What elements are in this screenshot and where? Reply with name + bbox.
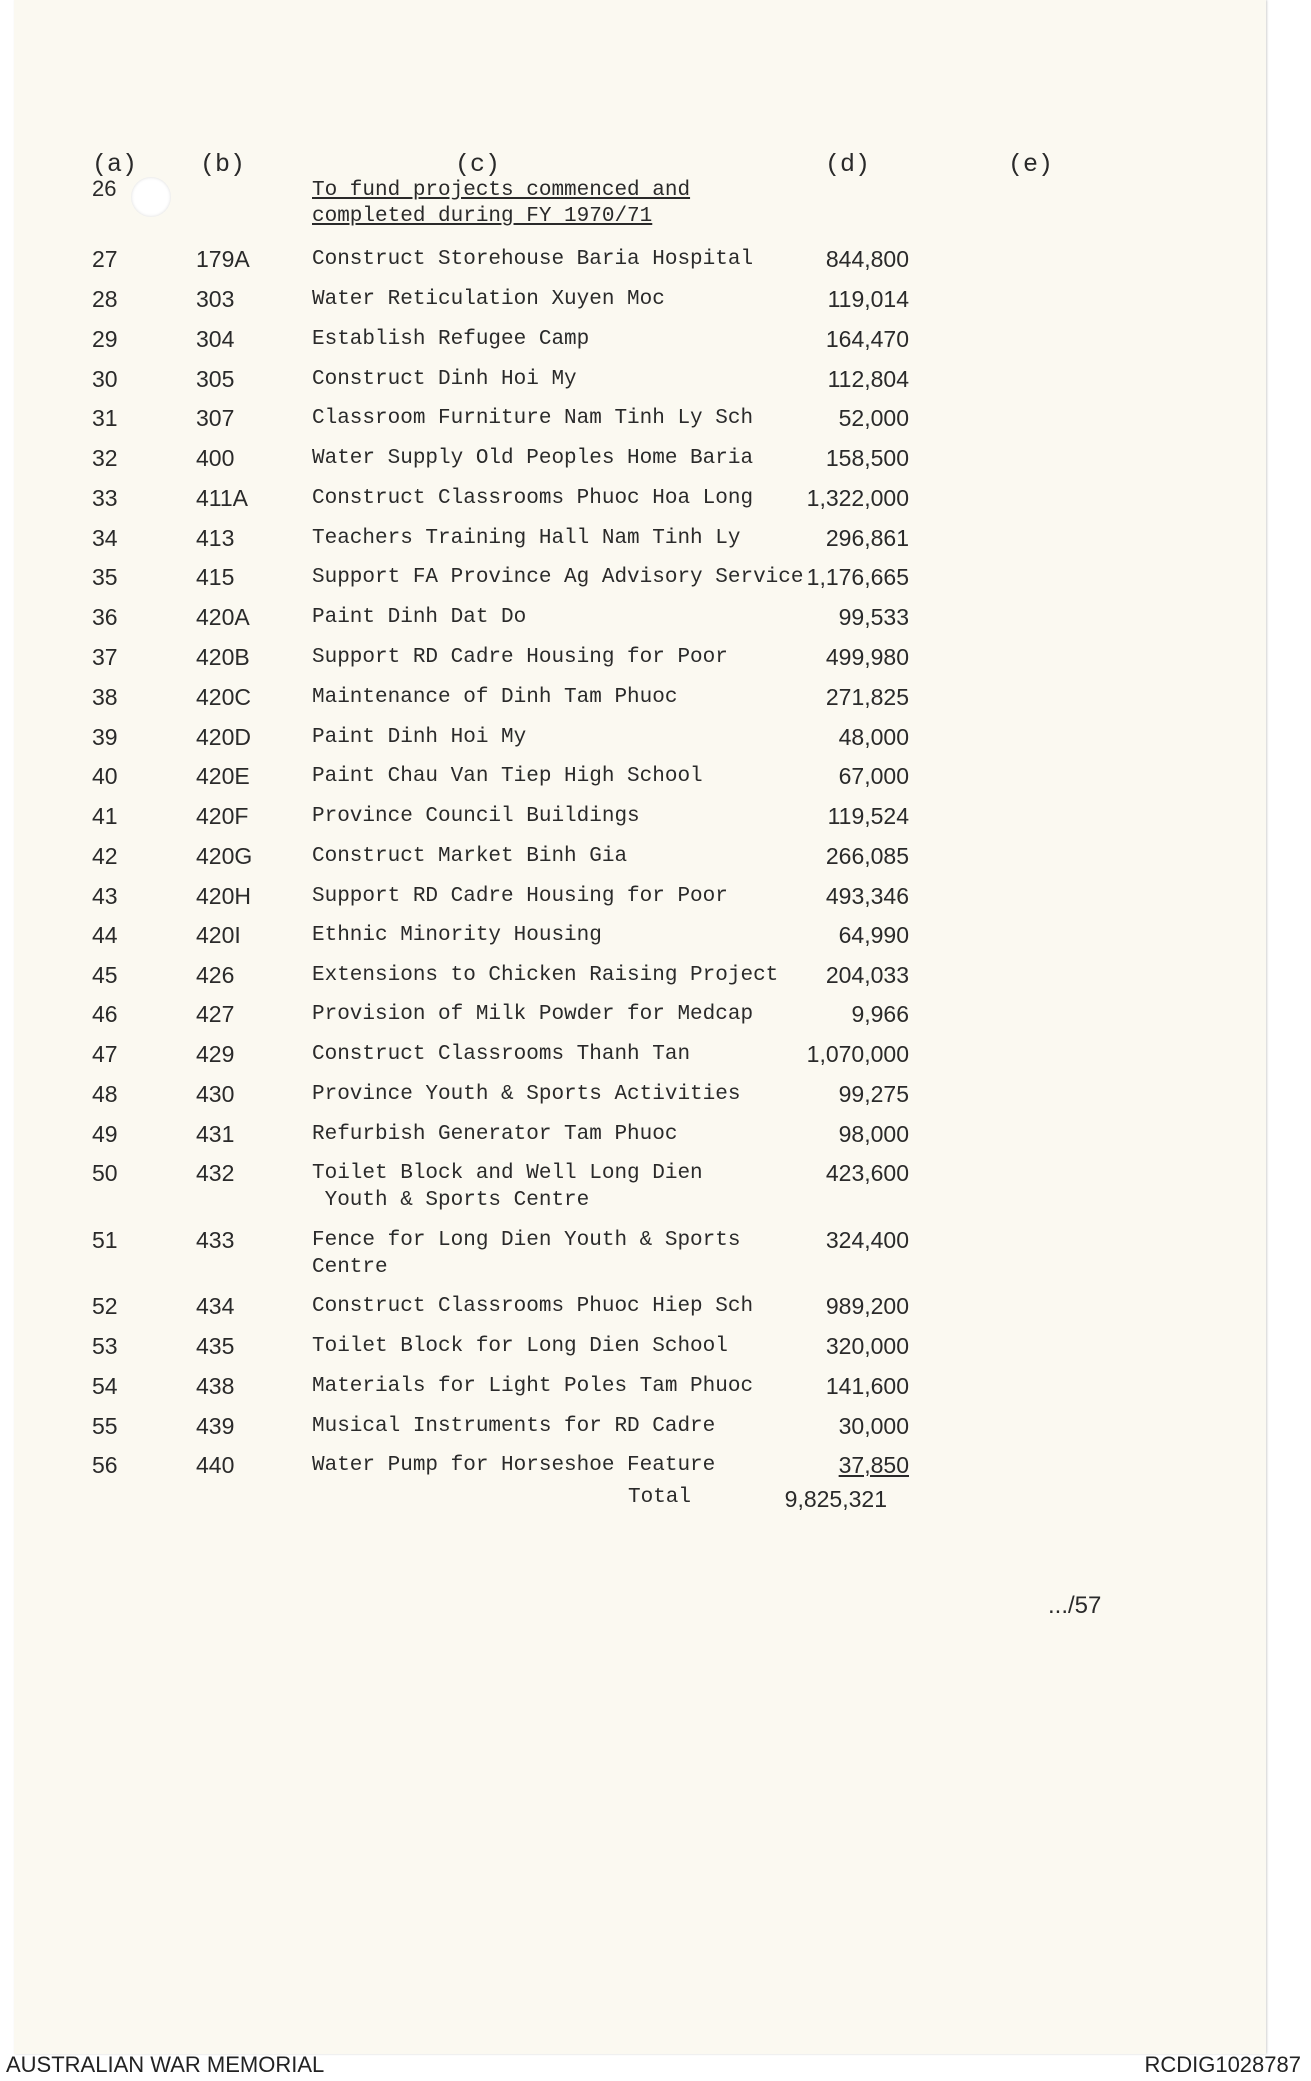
project-description: [312, 1413, 715, 1440]
amount: 30,000: [838, 1413, 909, 1439]
project-code: 305: [196, 366, 235, 392]
project-description: [312, 246, 753, 273]
description-line: Province Youth & Sports Activities: [312, 1083, 741, 1106]
project-code: 304: [196, 326, 235, 352]
table-row: [0, 405, 1311, 441]
table-row: [0, 684, 1311, 720]
project-description: [312, 1001, 753, 1028]
amount: 844,800: [825, 246, 909, 272]
heading-line: completed during FY 1970/71: [312, 205, 653, 228]
amount: 320,000: [825, 1333, 909, 1359]
project-description: [312, 366, 577, 393]
description-line: Maintenance of Dinh Tam Phuoc: [312, 686, 678, 709]
project-description: [312, 1293, 753, 1320]
row-number: 31: [92, 405, 118, 431]
project-description: [312, 286, 665, 313]
row-number: 45: [92, 962, 118, 988]
amount: 48,000: [838, 724, 909, 750]
amount: 204,033: [825, 962, 909, 988]
description-line: Water Pump for Horseshoe Feature: [312, 1454, 716, 1477]
project-description: [312, 684, 677, 711]
table-row: [0, 1452, 1311, 1488]
description-line: Construct Storehouse Baria Hospital: [312, 248, 754, 271]
amount: 271,825: [825, 684, 909, 710]
start-number: 26: [92, 176, 117, 201]
amount: 119,014: [827, 286, 909, 312]
row-number: 49: [92, 1121, 118, 1147]
description-line: Paint Dinh Dat Do: [312, 606, 527, 629]
description-line: Construct Dinh Hoi My: [312, 368, 577, 391]
project-code: 415: [196, 564, 235, 590]
amount: 119,524: [827, 803, 909, 829]
amount: 9,966: [851, 1001, 909, 1027]
table-row: [0, 843, 1311, 879]
table-row: [0, 1227, 1311, 1279]
project-description: [312, 763, 703, 790]
description-line: Paint Chau Van Tiep High School: [312, 765, 703, 788]
table-row: [0, 1160, 1311, 1212]
project-description: [312, 405, 753, 432]
project-description: [312, 962, 778, 989]
table-row: [0, 1081, 1311, 1117]
row-number: 33: [92, 485, 118, 511]
row-number: 27: [92, 246, 118, 272]
amount: 98,000: [838, 1121, 909, 1147]
project-code: 307: [196, 405, 235, 431]
amount: 52,000: [838, 405, 909, 431]
table-row: [0, 1001, 1311, 1037]
table-row: [0, 922, 1311, 958]
heading-line: To fund projects commenced and: [312, 179, 691, 202]
amount: 266,085: [825, 843, 909, 869]
project-description: [312, 922, 602, 949]
project-description: [312, 1452, 715, 1479]
table-row: [0, 724, 1311, 760]
description-line: Support RD Cadre Housing for Poor: [312, 646, 728, 669]
table-row: [0, 564, 1311, 600]
description-line: Water Reticulation Xuyen Moc: [312, 288, 665, 311]
description-line: Construct Market Binh Gia: [312, 845, 628, 868]
project-code: 427: [196, 1001, 235, 1027]
project-code: 420H: [196, 883, 251, 909]
description-line: Refurbish Generator Tam Phuoc: [312, 1123, 678, 1146]
column-header-c: (c): [455, 150, 501, 179]
amount: 989,200: [825, 1293, 909, 1319]
table-row: [0, 525, 1311, 561]
row-number: 35: [92, 564, 118, 590]
description-line: Materials for Light Poles Tam Phuoc: [312, 1375, 754, 1398]
project-code: 400: [196, 445, 235, 471]
row-number: 56: [92, 1452, 118, 1478]
project-description: [312, 1041, 690, 1068]
project-code: 420C: [196, 684, 251, 710]
project-code: 420F: [196, 803, 249, 829]
row-number: 36: [92, 604, 118, 630]
table-row: [0, 1293, 1311, 1329]
project-description: [312, 1227, 740, 1281]
project-code: 420B: [196, 644, 250, 670]
row-number: 34: [92, 525, 118, 551]
project-description: [312, 485, 753, 512]
footer-archive-name: AUSTRALIAN WAR MEMORIAL: [6, 2052, 325, 2077]
project-description: [312, 1373, 753, 1400]
amount: 499,980: [825, 644, 909, 670]
amount: 324,400: [825, 1227, 909, 1253]
amount: 296,861: [825, 525, 909, 551]
description-line: Paint Dinh Hoi My: [312, 726, 527, 749]
amount: 1,322,000: [806, 485, 909, 511]
project-description: [312, 445, 753, 472]
row-number: 29: [92, 326, 118, 352]
column-header-b: (b): [200, 150, 246, 179]
project-code: 413: [196, 525, 235, 551]
project-description: [312, 1121, 677, 1148]
row-number: 30: [92, 366, 118, 392]
row-number: 38: [92, 684, 118, 710]
description-line: Ethnic Minority Housing: [312, 924, 602, 947]
project-description: [312, 1160, 703, 1214]
amount: 158,500: [825, 445, 909, 471]
row-number: 54: [92, 1373, 118, 1399]
project-code: 420G: [196, 843, 253, 869]
amount: 64,990: [838, 922, 909, 948]
project-code: 432: [196, 1160, 235, 1186]
table-row: [0, 1413, 1311, 1449]
amount: 141,600: [825, 1373, 909, 1399]
project-description: [312, 883, 728, 910]
description-line: Construct Classrooms Phuoc Hiep Sch: [312, 1295, 754, 1318]
project-description: [312, 525, 740, 552]
row-number: 43: [92, 883, 118, 909]
table-row: [0, 366, 1311, 402]
row-number: 55: [92, 1413, 118, 1439]
amount: 37,850: [838, 1452, 909, 1478]
project-code: 429: [196, 1041, 235, 1067]
project-description: [312, 326, 589, 353]
table-row: [0, 1333, 1311, 1369]
project-code: 439: [196, 1413, 235, 1439]
description-line: Classroom Furniture Nam Tinh Ly Sch: [312, 407, 754, 430]
project-code: 434: [196, 1293, 235, 1319]
description-line: Province Council Buildings: [312, 805, 640, 828]
project-description: [312, 1333, 728, 1360]
column-header-d: (d): [825, 150, 871, 179]
description-line: Construct Classrooms Phuoc Hoa Long: [312, 487, 754, 510]
footer-record-id: RCDIG1028787: [1144, 2052, 1301, 2077]
project-code: 440: [196, 1452, 235, 1478]
description-line: Fence for Long Dien Youth & Sports: [312, 1229, 741, 1252]
row-number: 44: [92, 922, 118, 948]
description-line: Centre: [312, 1256, 388, 1279]
description-line: Youth & Sports Centre: [312, 1189, 590, 1212]
description-line: Establish Refugee Camp: [312, 328, 590, 351]
description-line: Construct Classrooms Thanh Tan: [312, 1043, 691, 1066]
row-number: 42: [92, 843, 118, 869]
project-code: 420D: [196, 724, 251, 750]
description-line: Support RD Cadre Housing for Poor: [312, 885, 728, 908]
row-number: 52: [92, 1293, 118, 1319]
project-code: 438: [196, 1373, 235, 1399]
description-line: Toilet Block and Well Long Dien: [312, 1162, 703, 1185]
project-description: [312, 724, 526, 751]
project-code: 303: [196, 286, 235, 312]
description-line: Provision of Milk Powder for Medcap: [312, 1003, 754, 1026]
row-number: 41: [92, 803, 118, 829]
amount: 164,470: [825, 326, 909, 352]
description-line: Extensions to Chicken Raising Project: [312, 964, 779, 987]
table-row: [0, 445, 1311, 481]
row-number: 47: [92, 1041, 118, 1067]
table-row: [0, 1041, 1311, 1077]
total-value: 9,825,321: [784, 1486, 887, 1512]
project-description: [312, 843, 627, 870]
row-number: 37: [92, 644, 118, 670]
description-line: Musical Instruments for RD Cadre: [312, 1415, 716, 1438]
row-number: 50: [92, 1160, 118, 1186]
row-number: 51: [92, 1227, 118, 1253]
project-description: [312, 803, 640, 830]
page-reference: .../57: [1048, 1592, 1102, 1619]
amount: 423,600: [825, 1160, 909, 1186]
project-code: 430: [196, 1081, 235, 1107]
amount: 112,804: [827, 366, 909, 392]
amount: 67,000: [838, 763, 909, 789]
row-number: 46: [92, 1001, 118, 1027]
table-row: [0, 644, 1311, 680]
punch-hole: [131, 177, 171, 217]
project-code: 431: [196, 1121, 235, 1147]
row-number: 53: [92, 1333, 118, 1359]
project-code: 426: [196, 962, 235, 988]
amount: 99,533: [838, 604, 909, 630]
description-line: Teachers Training Hall Nam Tinh Ly: [312, 527, 741, 550]
description-line: Toilet Block for Long Dien School: [312, 1335, 728, 1358]
total-label: Total: [628, 1486, 692, 1509]
project-code: 433: [196, 1227, 235, 1253]
project-description: [312, 1081, 740, 1108]
project-code: 420E: [196, 763, 250, 789]
amount: 1,176,665: [806, 564, 909, 590]
project-description: [312, 564, 803, 591]
description-line: Water Supply Old Peoples Home Baria: [312, 447, 754, 470]
column-header-e: (e): [1008, 150, 1054, 179]
project-code: 411A: [196, 485, 249, 511]
table-row: [0, 286, 1311, 322]
row-number: 32: [92, 445, 118, 471]
amount: 493,346: [825, 883, 909, 909]
project-code: 420A: [196, 604, 250, 630]
table-row: [0, 962, 1311, 998]
table-row: [0, 763, 1311, 799]
table-row: [0, 1373, 1311, 1409]
amount: 99,275: [838, 1081, 909, 1107]
column-header-a: (a): [92, 150, 138, 179]
description-line: Support FA Province Ag Advisory Service: [312, 566, 804, 589]
project-code: 179A: [196, 246, 250, 272]
table-row: [0, 246, 1311, 282]
section-heading: [312, 178, 690, 230]
table-row: [0, 326, 1311, 362]
row-number: 28: [92, 286, 118, 312]
project-code: 420I: [196, 922, 241, 948]
project-description: [312, 604, 526, 631]
row-number: 40: [92, 763, 118, 789]
table-row: [0, 1121, 1311, 1157]
row-number: 39: [92, 724, 118, 750]
project-description: [312, 644, 728, 671]
table-row: [0, 883, 1311, 919]
table-row: [0, 604, 1311, 640]
table-row: [0, 485, 1311, 521]
amount: 1,070,000: [806, 1041, 909, 1067]
row-number: 48: [92, 1081, 118, 1107]
project-code: 435: [196, 1333, 235, 1359]
table-row: [0, 803, 1311, 839]
